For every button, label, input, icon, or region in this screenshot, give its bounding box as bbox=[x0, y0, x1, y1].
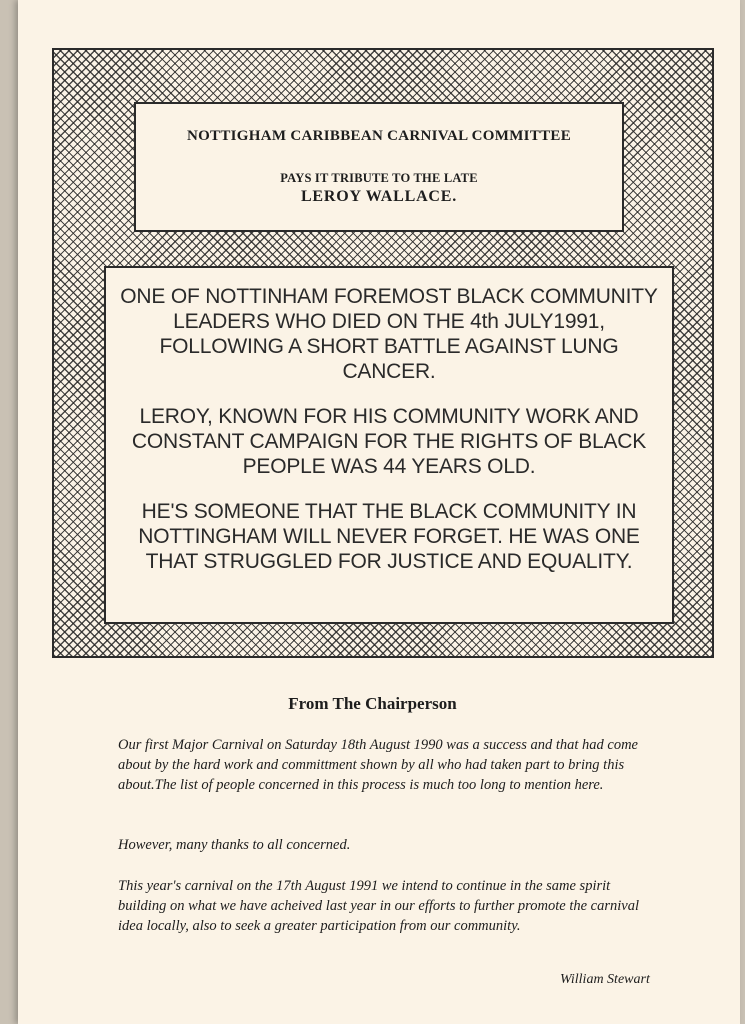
committee-name: NOTTIGHAM CARIBBEAN CARNIVAL COMMITTEE bbox=[186, 128, 572, 144]
letter-paragraph: Our first Major Carnival on Saturday 18th August 1990 was a success and that had come about by the hard work and committment shown by all who had taken part to bring this about.The list of people concerned in this process is much too long to mention here. bbox=[118, 737, 638, 793]
tribute-header-box bbox=[134, 102, 624, 232]
signature: William Stewart bbox=[560, 972, 650, 987]
letter-paragraph: This year's carnival on the 17th August 1991 we intend to continue in the same spirit building on what we have acheived last year in our efforts to further promote the carnival idea locally, also to seek a greater participation from our community. bbox=[118, 878, 639, 934]
document-page bbox=[18, 0, 740, 1024]
memorial-paragraph: HE'S SOMEONE THAT THE BLACK COMMUNITY IN NOTTINGHAM WILL NEVER FORGET. HE WAS ONE THAT STRUGGLED FOR JUSTICE AND EQUALITY. bbox=[138, 500, 640, 573]
memorial-paragraph: LEROY, KNOWN FOR HIS COMMUNITY WORK AND CONSTANT CAMPAIGN FOR THE RIGHTS OF BLACK PEOPLE WAS 44 YEARS OLD. bbox=[131, 405, 647, 478]
honoree-name: LEROY WALLACE. bbox=[300, 188, 458, 205]
memorial-text-box bbox=[104, 266, 674, 624]
tribute-line: PAYS IT TRIBUTE TO THE LATE bbox=[280, 171, 478, 185]
memorial-paragraph: ONE OF NOTTINHAM FOREMOST BLACK COMMUNITY LEADERS WHO DIED ON THE 4th JULY1991, FOLLOWING A SHORT BATTLE AGAINST LUNG CANCER. bbox=[120, 285, 658, 383]
patterned-border-frame bbox=[52, 48, 714, 658]
letter-paragraph: However, many thanks to all concerned. bbox=[118, 837, 351, 853]
chairperson-heading: From The Chairperson bbox=[288, 694, 457, 713]
